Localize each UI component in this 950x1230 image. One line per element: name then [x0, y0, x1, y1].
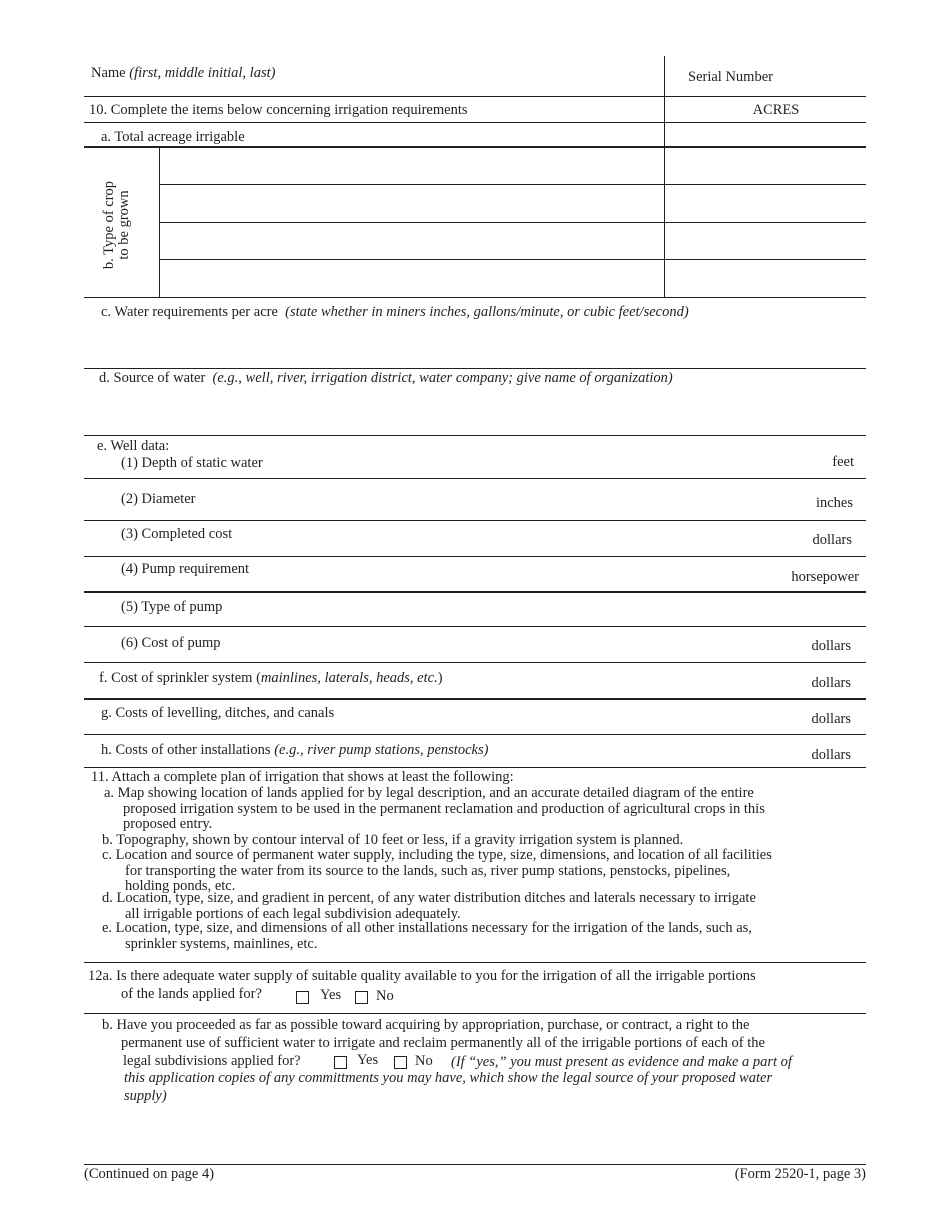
- name-field[interactable]: [84, 56, 664, 96]
- rule: [84, 435, 866, 436]
- rule: [84, 1013, 866, 1014]
- rule: [84, 556, 866, 557]
- rule: [84, 767, 866, 768]
- serial-number-field[interactable]: [666, 56, 866, 96]
- q12b-note-line1: [451, 1054, 792, 1071]
- rule: [84, 297, 866, 298]
- pump-cost-unit: dollars: [811, 638, 851, 654]
- well-cost-unit: dollars: [812, 532, 852, 548]
- sprinkler-cost-unit: dollars: [811, 675, 851, 691]
- q11-d-line1: d. Location, type, size, and gradient in percent, of any water distribution ditches and laterals necessary to irrigate: [102, 890, 756, 906]
- well-depth-field[interactable]: [300, 452, 820, 476]
- crop-type-field-2[interactable]: [161, 186, 663, 221]
- acres-label: ACRES: [752, 102, 800, 118]
- q11-a-line1: a. Map showing location of lands applied for by legal description, and an accurate detailed diagram of the entire: [104, 785, 754, 801]
- well-depth-unit: feet: [832, 454, 854, 470]
- other-installations-unit: dollars: [811, 747, 851, 763]
- q12b-note-text1: (If “yes,” you must present as evidence and make a part of: [451, 1054, 792, 1070]
- q12b-line2: permanent use of sufficient water to irrigate and reclaim permanently all of the irrigable portions of each of the: [121, 1035, 765, 1051]
- q11-item-c: [102, 848, 772, 895]
- q12b-yes-label: Yes: [357, 1052, 379, 1068]
- well-data-label: e. Well data:: [97, 438, 170, 454]
- water-source-text: d. Source of water: [99, 370, 206, 386]
- levelling-cost-field[interactable]: [370, 701, 800, 733]
- pump-requirement-label: (4) Pump requirement: [121, 561, 250, 577]
- crop-type-field-4[interactable]: [161, 261, 663, 296]
- q12b-line3: legal subdivisions applied for?: [123, 1053, 301, 1069]
- water-requirements-label: [101, 304, 689, 321]
- q11-d-line2: all irrigable portions of each legal subdivision adequately.: [125, 905, 461, 922]
- q12b-note-line3: [124, 1088, 167, 1105]
- other-installations-hint: (e.g., river pump stations, penstocks): [274, 742, 489, 758]
- q11-c-line2: for transporting the water from its source to the lands, such as, river pump stations, penstocks, pipelines,: [125, 862, 731, 879]
- q12b-no-checkbox[interactable]: [394, 1056, 407, 1069]
- crop-acres-field-2[interactable]: [666, 186, 866, 221]
- total-acreage-field[interactable]: [666, 123, 866, 146]
- crop-type-field-1[interactable]: [161, 148, 663, 183]
- sprinkler-cost-text: f. Cost of sprinkler system (: [99, 670, 261, 686]
- q12a-yes-checkbox[interactable]: [296, 991, 309, 1004]
- q12b-no-label: No: [415, 1053, 433, 1069]
- other-installations-text: h. Costs of other installations: [101, 742, 271, 758]
- q11-title: 11. Attach a complete plan of irrigation that shows at least the following:: [91, 769, 514, 785]
- name-label-text: Name: [91, 65, 126, 81]
- footer-rule: [84, 1164, 866, 1165]
- well-depth-label: (1) Depth of static water: [121, 455, 263, 471]
- pump-type-label: (5) Type of pump: [121, 599, 223, 615]
- q11-a-line2: proposed irrigation system to be used in the permanent reclamation and production of agricultural crops in this: [123, 800, 765, 817]
- other-installations-label: [101, 742, 488, 759]
- q12a-no-label: No: [376, 988, 394, 1004]
- crop-type-field-3[interactable]: [161, 223, 663, 258]
- rule: [84, 734, 866, 735]
- sprinkler-cost-label: [99, 670, 443, 687]
- q12a-line1: 12a. Is there adequate water supply of suitable quality available to you for the irrigation of all the irrigable portions: [88, 968, 756, 984]
- other-installations-field[interactable]: [530, 737, 800, 765]
- serial-number-label: Serial Number: [688, 69, 773, 85]
- q12b-note-line2: [124, 1070, 772, 1087]
- header-divider: [664, 56, 665, 297]
- crop-acres-field-4[interactable]: [666, 261, 866, 296]
- rule: [84, 478, 866, 479]
- crop-acres-field-1[interactable]: [666, 148, 866, 183]
- q12b-note-text3: supply): [124, 1088, 167, 1104]
- well-diameter-label: (2) Diameter: [121, 491, 196, 507]
- rule: [84, 662, 866, 663]
- q12a-yes-label: Yes: [320, 987, 342, 1003]
- rule: [160, 259, 866, 260]
- levelling-cost-label: g. Costs of levelling, ditches, and canals: [101, 705, 335, 721]
- sprinkler-cost-field[interactable]: [480, 665, 800, 697]
- q11-a-line3: proposed entry.: [123, 816, 213, 832]
- rule: [160, 184, 866, 185]
- form-id: (Form 2520-1, page 3): [734, 1166, 866, 1182]
- pump-requirement-field[interactable]: [280, 558, 780, 590]
- q11-c-line3: holding ponds, etc.: [125, 878, 236, 894]
- pump-cost-field[interactable]: [250, 628, 800, 660]
- q11-e-line2: sprinkler systems, mainlines, etc.: [125, 935, 318, 952]
- q12b-line1: b. Have you proceeded as far as possible toward acquiring by appropriation, purchase, or contract, a right to the: [102, 1017, 750, 1033]
- crop-type-label-line2: to be grown: [116, 190, 132, 260]
- q12a-no-checkbox[interactable]: [355, 991, 368, 1004]
- q12a-line2: of the lands applied for?: [121, 986, 262, 1002]
- water-source-field[interactable]: [84, 390, 866, 434]
- q10-title: 10. Complete the items below concerning irrigation requirements: [89, 102, 468, 118]
- rule: [84, 698, 866, 700]
- well-diameter-field[interactable]: [220, 482, 810, 518]
- q11-item-e: [102, 921, 752, 952]
- sprinkler-cost-close: ): [437, 670, 443, 686]
- well-cost-label: (3) Completed cost: [121, 526, 233, 542]
- rule: [84, 96, 866, 97]
- water-source-hint: (e.g., well, river, irrigation district, water company; give name of organization): [212, 370, 673, 386]
- rule: [84, 368, 866, 369]
- name-hint: (first, middle initial, last): [129, 65, 276, 81]
- water-requirements-text: c. Water requirements per acre: [101, 304, 278, 320]
- levelling-cost-unit: dollars: [811, 711, 851, 727]
- q11-item-a: [104, 786, 765, 833]
- q12b-yes-checkbox[interactable]: [334, 1056, 347, 1069]
- well-cost-field[interactable]: [260, 522, 800, 554]
- crop-acres-field-3[interactable]: [666, 223, 866, 258]
- rule: [84, 626, 866, 627]
- crop-type-label-line1: b. Type of crop: [101, 180, 117, 270]
- sprinkler-cost-hint: mainlines, laterals, heads, etc.: [260, 670, 438, 686]
- continued-note: (Continued on page 4): [84, 1166, 215, 1182]
- q12b-note-text2: this application copies of any committments you may have, which show the legal source of your proposed water: [124, 1070, 773, 1086]
- well-diameter-unit: inches: [815, 495, 853, 511]
- rule: [84, 520, 866, 521]
- water-source-label: [99, 370, 673, 387]
- pump-requirement-unit: horsepower: [791, 569, 859, 585]
- q11-item-d: [102, 891, 756, 922]
- pump-cost-label: (6) Cost of pump: [121, 635, 221, 651]
- water-requirements-field[interactable]: [84, 322, 866, 367]
- q11-c-line1: c. Location and source of permanent water supply, including the type, size, dimensions, and location of all facilities: [102, 847, 772, 863]
- total-acreage-label: a. Total acreage irrigable: [101, 129, 245, 145]
- pump-type-field[interactable]: [250, 594, 866, 625]
- rule: [84, 591, 866, 593]
- rule: [84, 962, 866, 963]
- water-requirements-hint: (state whether in miners inches, gallons/minute, or cubic feet/second): [285, 304, 689, 320]
- crop-type-label: [92, 160, 142, 290]
- q11-b-line1: b. Topography, shown by contour interval of 10 feet or less, if a gravity irrigation system is planned.: [102, 832, 684, 848]
- q11-e-line1: e. Location, type, size, and dimensions of all other installations necessary for the irrigation of the lands, such as,: [102, 920, 752, 936]
